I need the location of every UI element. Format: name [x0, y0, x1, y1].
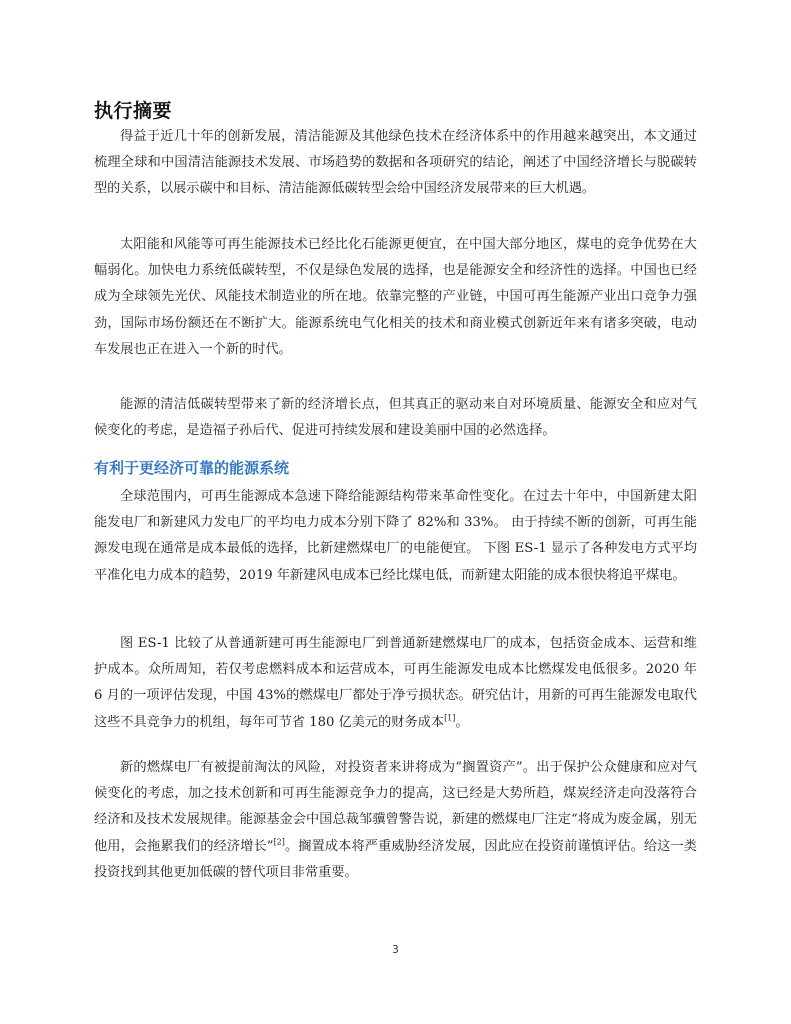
paragraph-intro: 得益于近几十年的创新发展，清洁能源及其他绿色技术在经济体系中的作用越来越突出，本文通过梳理全球和中国清洁能源技术发展、市场趋势的数据和各项研究的结论，阐述了中国经济增长与脱碳转型的关系，以展示碳中和目标、清洁能源低碳转型会给中国经济发展带来的巨大机遇。 [94, 129, 697, 197]
paragraph-text-end: 。 [455, 714, 469, 730]
paragraph-text-end: 。搁置成本将严重威胁经济发展，因此应在投资前谨慎评估。给这一类投资找到其他更加低碳的替代项目非常重要。 [94, 838, 697, 880]
paragraph-renewables: 太阳能和风能等可再生能源技术已经比化石能源更便宜，在中国大部分地区，煤电的竞争优势在大幅弱化。加快电力系统低碳转型，不仅是绿色发展的选择，也是能源安全和经济性的选择。中国也已经成为全球领先光伏、风能技术制造业的所在地。依靠完整的产业链，中国可再生能源产业出口竞争力强劲，国际市场份额还在不断扩大。能源系统电气化相关的技术和商业模式创新近年来有诸多突破，电动车发展也正在进入一个新的时代。 [94, 237, 697, 357]
footnote-ref-1[interactable]: [1] [444, 713, 456, 723]
paragraph-text: 图 ES-1 比较了从普通新建可再生能源电厂到普通新建燃煤电厂的成本，包括资金成本、运营和维护成本。众所周知，若仅考虑燃料成本和运营成本，可再生能源发电成本比燃煤发电低很多。2020 年 6 月的一项评估发现，中国 43%的燃煤电厂都处于净亏损状态。研究估计，用新的可再生能源发电取代这些不具竞争力的机组，每年可节省 180 亿美元的财务成本 [94, 636, 697, 730]
paragraph-transition: 能源的清洁低碳转型带来了新的经济增长点，但其真正的驱动来自对环境质量、能源安全和应对气候变化的考虑，是造福子孙后代、促进可持续发展和建设美丽中国的必然选择。 [94, 397, 697, 439]
subsection-heading: 有利于更经济可靠的能源系统 [94, 459, 290, 477]
footnote-ref-2[interactable]: [2] [273, 837, 285, 847]
section-heading: 执行摘要 [94, 100, 173, 122]
paragraph-stranded-assets [94, 755, 697, 886]
paragraph-text: 新的燃煤电厂有被提前淘汰的风险，对投资者来讲将成为“搁置资产”。出于保护公众健康和应对气候变化的考虑，加之技术创新和可再生能源竞争力的提高，这已经是大势所趋，煤炭经济走向没落符合经济和及技术发展规律。能源基金会中国总裁邹骥曾警告说，新建的燃煤电厂注定“将成为废金属，别无他用，会拖累我们的经济增长” [94, 760, 697, 854]
page-number: 3 [392, 944, 399, 956]
paragraph-cost-decline: 全球范围内，可再生能源成本急速下降给能源结构带来革命性变化。在过去十年中，中国新建太阳能发电厂和新建风力发电厂的平均电力成本分别下降了 82%和 33%。 由于持续不断的创新，可再生能源发电现在通常是成本最低的选择，比新建燃煤电厂的电能便宜。 下图 ES-1 显示了各种发电方式平均平准化电力成本的趋势，2019 年新建风电成本已经比煤电低，而新建太阳能的成本很快将追平煤电。 [94, 489, 697, 583]
paragraph-cost-comparison [94, 631, 697, 736]
